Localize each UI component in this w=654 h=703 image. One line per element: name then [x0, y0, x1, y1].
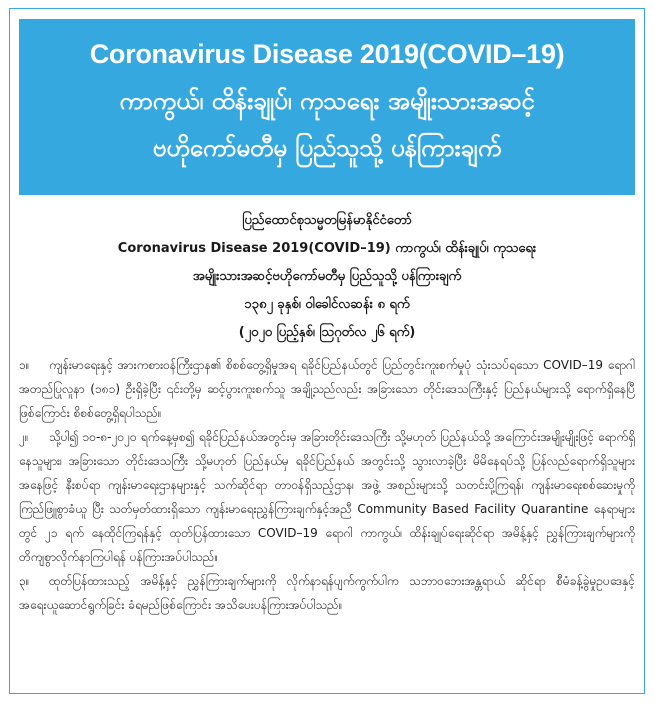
heading-disease: Coronavirus Disease 2019(COVID–19) ကာကွယ်၊ ထိန်းချုပ်၊ ကုသရေး: [117, 241, 537, 256]
announcement-heading: [19, 207, 635, 347]
paragraph-2: [19, 425, 635, 569]
paragraph-number: ၂။: [19, 430, 29, 444]
paragraph-text: ထုတ်ပြန်ထားသည့် အမိန့်နှင့် ညွှန်ကြားချက်များကို လိုက်နာရန်ပျက်ကွက်ပါက သဘာဝဘေးအန္တရာယ် ဆိုင်ရာ စီမံခန့်ခွဲမှုဥပဒေနှင့် အရေးယူဆောင်ရွက်ခြင်း ခံရမည်ဖြစ်ကြောင်း အသိပေးပန်ကြားအပ်ပါသည်။: [19, 574, 635, 612]
banner-title-english: Coronavirus Disease 2019(COVID–19): [89, 39, 565, 69]
title-banner: [19, 19, 635, 195]
paragraph-3: [19, 569, 635, 617]
paragraph-number: ၁။: [19, 358, 30, 372]
heading-committee: အမျိုးသားအဆင့်ဗဟိုကော်မတီမှ ပြည်သူသို့ ပန်ကြားချက်: [192, 269, 462, 284]
paragraph-1: [19, 353, 635, 425]
announcement-frame: [9, 8, 645, 694]
banner-title-myanmar-line-2: ဗဟိုကော်မတီမှ ပြည်သူသို့ ပန်ကြားချက်: [152, 134, 502, 162]
paragraph-number: ၃။: [19, 574, 30, 588]
paragraph-text: သို့ပါ၍ ၁၀-၈-၂၀၂၀ ရက်နေ့မှစ၍ ရခိုင်ပြည်နယ်အတွင်းမှ အခြားတိုင်းဒေသကြီး သို့မဟုတ် ပြည်နယ်သို့ အကြောင်းအမျိုးမျိုးဖြင့် ရောက်ရှိနေသူများ၊ အခြားသော တိုင်းဒေသကြီး သို့မဟုတ် ပြည်နယ်မှ ရခိုင်ပြည်နယ် အတွင်းသို့ သွားလာခဲ့ပြီး မိမိနေရပ်သို့ ပြန်လည်ရောက်ရှိသူများအနေဖြင့် နီးစပ်ရာ ကျန်းမာရေးဌာနများနှင့် သက်ဆိုင်ရာ တာဝန်ရှိသည့်ဌာန၊ အဖွဲ့ အစည်းများသို့ သတင်းပို့ကြရန်၊ ကျန်းမာရေးစစ်ဆေးမှုကို ကြည်ဖြူစွာခံယူ ပြီး သတ်မှတ်ထားရှိသော ကျန်းမာရေးညွှန်ကြားချက်နှင့်အညီ Community Based Facility Quarantine နေရာများတွင် ၂၁ ရက် နေထိုင်ကြရန်နှင့် ထုတ်ပြန်ထားသော COVID–19 ရောဂါ ကာကွယ်၊ ထိန်းချုပ်ရေးဆိုင်ရာ အမိန့်နှင့် ညွှန်ကြားချက်များကို တိကျစွာလိုက်နာကြပါရန် ပန်ကြားအပ်ပါသည်။: [19, 430, 635, 564]
heading-gregorian-date: (၂၀၂၀ ပြည့်နှစ်၊ ဩဂုတ်လ ၂၆ ရက်): [238, 325, 416, 340]
announcement-body: [19, 353, 635, 617]
heading-myanmar-date: ၁၃၈၂ ခုနှစ်၊ ဝါခေါင်လဆန်း ၈ ရက်: [244, 297, 410, 312]
heading-country: ပြည်ထောင်စုသမ္မတမြန်မာနိုင်ငံတော်: [242, 213, 412, 228]
banner-title-myanmar-line-1: ကာကွယ်၊ ထိန်းချုပ်၊ ကုသရေး အမျိုးသားအဆင့်: [119, 87, 535, 115]
paragraph-text: ကျန်းမာရေးနှင့် အားကစားဝန်ကြီးဌာန၏ စိစစ်တွေ့ရှိမှုအရ ရခိုင်ပြည်နယ်တွင် ပြည်တွင်းကူးစက်မှုပုံ သုံးသပ်ရသော COVID–19 ရောဂါ အတည်ပြုလူနာ (၁၈၁) ဦးရှိခဲ့ပြီး ၎င်းတို့မှ ဆင့်ပွားကူးစက်သူ အချို့သည်လည်း အခြားသော တိုင်းဒေသကြီးနှင့် ပြည်နယ်များသို့ ရောက်ရှိနေပြီဖြစ်ကြောင်း စိစစ်တွေ့ရှိရပါသည်။: [19, 358, 635, 420]
